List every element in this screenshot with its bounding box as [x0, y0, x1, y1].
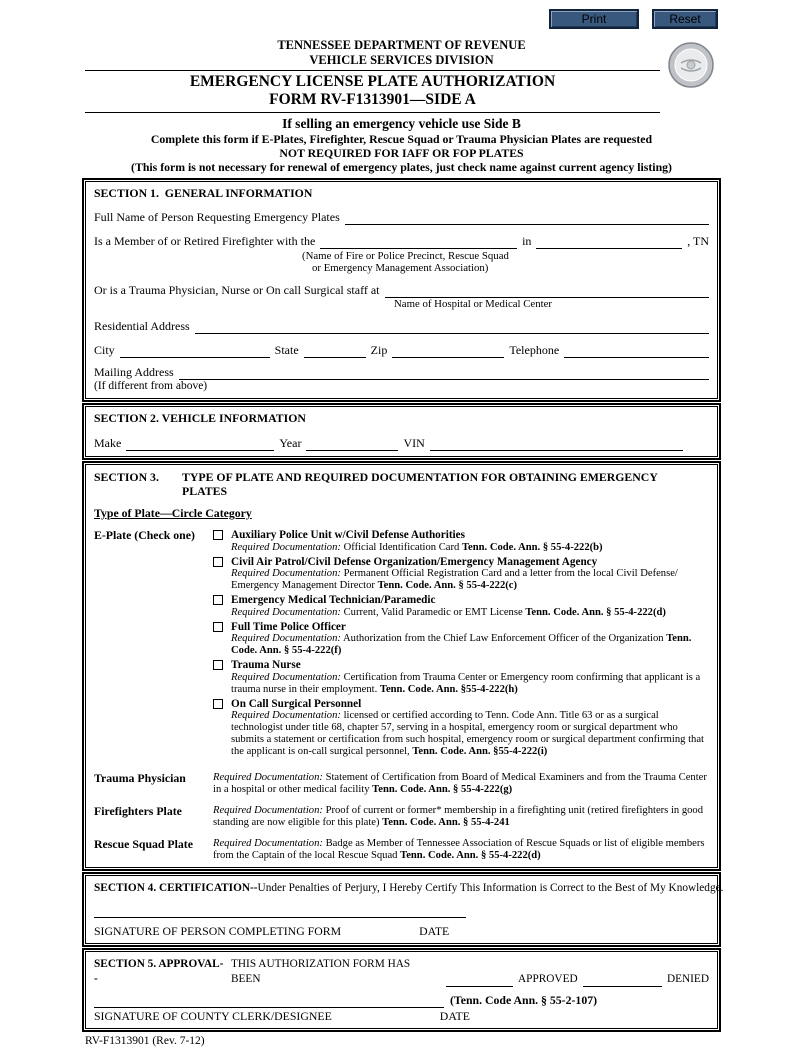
checkbox-emt-paramedic[interactable]	[213, 595, 223, 605]
section-4-certification	[85, 875, 724, 944]
section-1-general-information	[85, 181, 718, 399]
residential-address-label: Residential Address	[94, 319, 190, 333]
eplate-item-doc: Required Documentation: licensed or certified according to Tenn. Code Ann. Title 63 or as a surgical technologist under title 68, chapter 57, serving in a hospital, emergency room or surgical department who submits a statement or certification from such hospital, emergency room or surgical department confirming that the applicant is on-call surgical personnel, Tenn. Code. Ann. §55-4-222(i)	[231, 710, 704, 757]
type-of-plate-subtitle: Type of Plate—Circle Category	[94, 506, 252, 520]
eplate-item-title: Trauma Nurse	[231, 659, 301, 671]
section-5-approval	[85, 951, 718, 1029]
checkbox-surgical-personnel[interactable]	[213, 699, 223, 709]
section-5-code: (Tenn. Code Ann. § 55-2-107)	[450, 993, 598, 1007]
form-title: EMERGENCY LICENSE PLATE AUTHORIZATION	[189, 73, 556, 90]
side-b-note: If selling an emergency vehicle use Side B	[282, 116, 521, 131]
eplate-item-doc: Required Documentation: Permanent Official Registration Card and a letter from the local Civil Defense/ Emergency Management Director Tenn. Code. Ann. § 55-4-222(c)	[231, 568, 678, 591]
denied-blank-field[interactable]	[583, 973, 662, 987]
person-signature-field[interactable]	[94, 904, 466, 918]
section-4-statement	[94, 881, 724, 896]
make-field[interactable]	[126, 437, 274, 451]
firefighters-plate-doc: Required Documentation: Proof of current or former* membership in a firefighting unit (retired firefighters in good standing are now eligible for this plate) Tenn. Code. Ann. § 55-4-241	[213, 805, 704, 828]
checkbox-civil-air-patrol[interactable]	[213, 557, 223, 567]
city-field[interactable]	[120, 344, 270, 358]
rescue-squad-plate-label: Rescue Squad Plate	[94, 837, 193, 851]
section-2-vehicle-information	[85, 406, 718, 457]
precinct-help-line1: (Name of Fire or Police Precinct, Rescue Squad	[302, 250, 509, 262]
agency-name: TENNESSEE DEPARTMENT OF REVENUE	[277, 38, 526, 52]
member-tn-label: , TN	[687, 234, 709, 248]
form-number: FORM RV-F1313901—SIDE A	[269, 91, 476, 108]
approved-blank-field[interactable]	[446, 973, 513, 987]
precinct-name-field[interactable]	[320, 235, 517, 249]
section-5-signature-row	[94, 1010, 709, 1023]
eplate-item-doc: Required Documentation: Current, Valid Paramedic or EMT License Tenn. Code. Ann. § 55-4-222(d)	[231, 606, 666, 618]
residential-address-field[interactable]	[195, 320, 709, 334]
checkbox-police-officer[interactable]	[213, 622, 223, 632]
eplate-item	[213, 556, 709, 593]
telephone-field[interactable]	[564, 344, 709, 358]
eplate-item-title: Emergency Medical Technician/Paramedic	[231, 594, 436, 606]
section-3-label: SECTION 3.	[94, 470, 159, 484]
eplate-item-title: Full Time Police Officer	[231, 620, 346, 633]
instruction-note-2: NOT REQUIRED FOR IAFF OR FOP PLATES	[279, 146, 524, 160]
clerk-signature-field[interactable]	[94, 994, 444, 1008]
section-4-title: SECTION 4. CERTIFICATION--	[94, 882, 258, 894]
hospital-field[interactable]	[385, 284, 709, 298]
section-4-signature-row	[94, 925, 709, 938]
section-1-title: SECTION 1. GENERAL INFORMATION	[94, 186, 313, 200]
toolbar	[549, 9, 718, 29]
form-title-box	[85, 70, 660, 113]
checkbox-auxiliary-police[interactable]	[213, 530, 223, 540]
full-name-field[interactable]	[345, 211, 709, 225]
eplate-item-doc: Required Documentation: Certification from Trauma Center or Emergency room confirming that applicant is a trauma nurse in their employment. Tenn. Code. Ann. §55-4-222(h)	[231, 671, 701, 695]
print-button[interactable]: Print	[549, 9, 639, 29]
vin-label: VIN	[403, 436, 425, 450]
member-in-label: in	[522, 234, 532, 248]
instruction-note-1: Complete this form if E-Plates, Firefighter, Rescue Squad or Trauma Physician Plates are requested	[150, 132, 653, 146]
full-name-label: Full Name of Person Requesting Emergency Plates	[94, 210, 340, 224]
eplate-item-title: On Call Surgical Personnel	[231, 697, 362, 710]
make-year-vin-row	[94, 436, 709, 451]
section-5-code-row	[94, 993, 709, 1008]
section-3-heading	[94, 470, 709, 498]
full-name-row	[94, 210, 709, 225]
rescue-squad-plate-doc: Required Documentation: Badge as Member of Tennessee Association of Rescue Squads or list of eligible members from the Captain of the local Rescue Squad Tenn. Code. Ann. § 55-4-222(d)	[213, 838, 705, 861]
zip-label: Zip	[370, 343, 388, 357]
mailing-address-label: Mailing Address	[94, 365, 174, 379]
firefighter-member-row	[94, 234, 709, 249]
checkbox-trauma-nurse[interactable]	[213, 660, 223, 670]
zip-field[interactable]	[392, 344, 504, 358]
mailing-address-field[interactable]	[179, 366, 709, 380]
eplate-item-doc: Required Documentation: Authorization from the Chief Law Enforcement Officer of the Organization Tenn. Code. Ann. § 55-4-222(f)	[231, 633, 692, 656]
precinct-city-field[interactable]	[536, 235, 682, 249]
member-label: Is a Member of or Retired Firefighter with the	[94, 234, 316, 248]
residential-address-row	[94, 319, 709, 334]
eplate-item	[213, 594, 709, 619]
precinct-help-line2: or Emergency Management Association)	[312, 262, 489, 274]
eplate-item	[213, 529, 709, 554]
vin-field[interactable]	[430, 437, 683, 451]
year-label: Year	[279, 436, 302, 450]
telephone-label: Telephone	[509, 343, 560, 357]
section-4-text: Under Penalties of Perjury, I Hereby Certify This Information is Correct to the Best of My Knowledge.	[257, 882, 724, 894]
clerk-signature-label: SIGNATURE OF COUNTY CLERK/DESIGNEE	[94, 1009, 332, 1023]
trauma-physician-label: Trauma Physician	[94, 771, 186, 785]
precinct-help-text	[302, 250, 709, 274]
rescue-squad-plate-row	[94, 838, 709, 862]
section-5-title: SECTION 5. APPROVAL--	[94, 958, 224, 985]
person-signature-label: SIGNATURE OF PERSON COMPLETING FORM	[94, 924, 342, 938]
eplate-item	[213, 698, 709, 759]
city-state-zip-row	[94, 343, 709, 358]
dept-seal-icon	[668, 42, 714, 88]
make-label: Make	[94, 436, 122, 450]
eplate-item-title: Civil Air Patrol/Civil Defense Organization/Emergency Management Agency	[231, 555, 598, 568]
city-label: City	[94, 343, 115, 357]
eplate-item-doc: Required Documentation: Official Identification Card Tenn. Code. Ann. § 55-4-222(b)	[231, 541, 603, 553]
year-field[interactable]	[306, 437, 398, 451]
section-2-title: SECTION 2. VEHICLE INFORMATION	[94, 411, 306, 425]
instruction-note-3: (This form is not necessary for renewal of emergency plates, just check name against current agency listing)	[131, 160, 672, 174]
trauma-label: Or is a Trauma Physician, Nurse or On call Surgical staff at	[94, 283, 380, 297]
hospital-help-text: Name of Hospital or Medical Center	[394, 298, 553, 310]
eplate-item	[213, 659, 709, 696]
eplate-row	[94, 529, 709, 760]
section-3-title: TYPE OF PLATE AND REQUIRED DOCUMENTATION FOR OBTAINING EMERGENCY PLATES	[182, 470, 658, 498]
mailing-help-text: (If different from above)	[94, 380, 208, 392]
state-label: State	[274, 343, 299, 357]
eplate-item	[213, 621, 709, 658]
mailing-address-row	[94, 365, 709, 380]
trauma-physician-doc: Required Documentation: Statement of Certification from Board of Medical Examiners and from the Trauma Center in a hospital or other medical facility Tenn. Code. Ann. § 55-4-222(g)	[213, 772, 707, 795]
trauma-physician-row	[94, 772, 709, 796]
eplate-item-title: Auxiliary Police Unit w/Civil Defense Authorities	[231, 529, 465, 541]
denied-label: DENIED	[666, 973, 709, 985]
section-5-date-label: DATE	[439, 1009, 470, 1023]
section-5-text: THIS AUTHORIZATION FORM HAS BEEN	[231, 958, 411, 985]
section-4-date-label: DATE	[419, 924, 450, 938]
section-3-plate-types	[85, 464, 718, 868]
eplate-label: E-Plate (Check one)	[94, 528, 195, 542]
eplate-options	[213, 529, 709, 760]
firefighters-plate-label: Firefighters Plate	[94, 804, 182, 818]
trauma-staff-row	[94, 283, 709, 298]
section-5-statement-row	[94, 957, 709, 987]
approved-label: APPROVED	[518, 973, 578, 985]
reset-button[interactable]: Reset	[652, 9, 718, 29]
firefighters-plate-row	[94, 805, 709, 829]
state-field[interactable]	[304, 344, 366, 358]
form-number-footer: RV-F1313901 (Rev. 7-12)	[85, 1035, 205, 1047]
division-name: VEHICLE SERVICES DIVISION	[309, 53, 494, 67]
